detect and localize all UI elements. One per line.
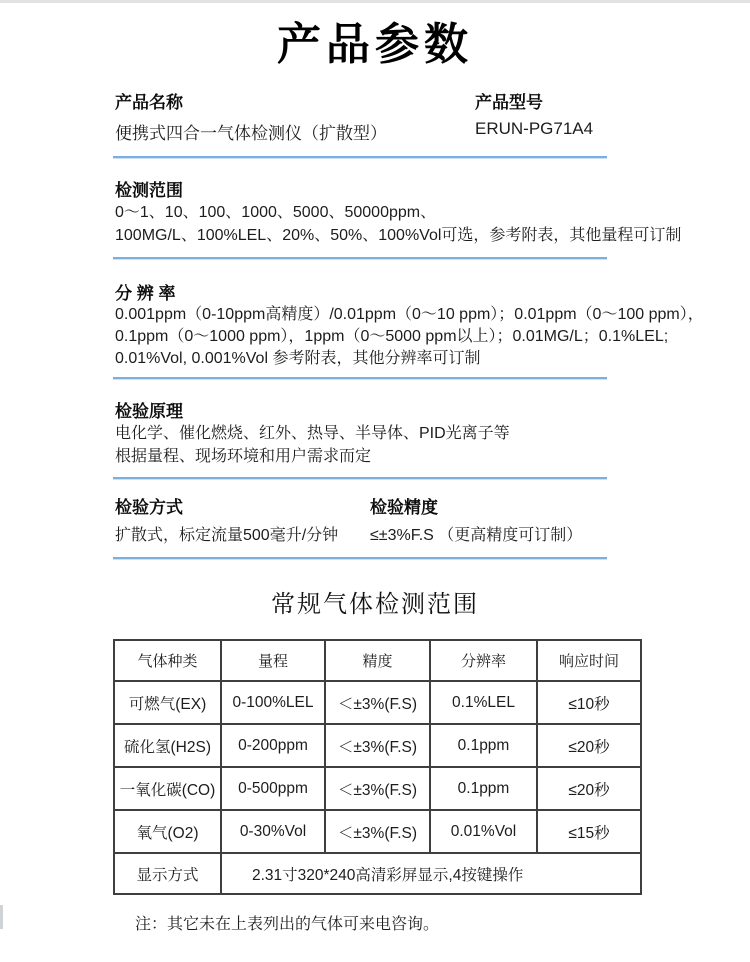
method-heading: 检验方式 (115, 498, 183, 517)
cell-resolution: 0.1ppm (430, 724, 537, 767)
resolution-line-1: 0.001ppm（0-10ppm高精度）/0.01ppm（0～10 ppm）；0.01ppm（0～100 ppm）， (115, 306, 704, 323)
product-model-value: ERUN-PG71A4 (475, 119, 594, 138)
table-row (114, 724, 641, 767)
principle-line-1: 电化学、催化燃烧、红外、热导、半导体、PID光离子等 (115, 425, 510, 442)
gas-spec-table (113, 639, 642, 895)
detection-range-line-1: 0～1、10、100、1000、5000、50000ppm、 (115, 204, 437, 221)
table-footer-row (114, 853, 641, 894)
detection-range-heading: 检测范围 (115, 181, 183, 200)
header-range: 量程 (221, 640, 325, 681)
cell-gas: 一氧化碳(CO) (114, 767, 221, 810)
resolution-body (115, 304, 704, 370)
cell-range: 0-100%LEL (221, 681, 325, 724)
table-row (114, 810, 641, 853)
cell-response: ≤10秒 (537, 681, 641, 724)
header-accuracy: 精度 (325, 640, 430, 681)
principle-line-2: 根据量程、现场环境和用户需求而定 (115, 448, 372, 465)
top-gray-strip (0, 0, 750, 3)
section-divider (113, 156, 607, 158)
table-row (114, 767, 641, 810)
section-divider (113, 377, 607, 379)
resolution-heading: 分 辨 率 (115, 284, 176, 303)
page-title: 产品参数 (277, 20, 473, 69)
method-value: 扩散式，标定流量500毫升/分钟 (115, 527, 339, 544)
cell-gas: 氧气(O2) (114, 810, 221, 853)
cell-response: ≤15秒 (537, 810, 641, 853)
accuracy-heading: 检验精度 (370, 498, 438, 517)
cell-accuracy: ＜±3%(F.S) (325, 810, 430, 853)
cell-response: ≤20秒 (537, 724, 641, 767)
resolution-line-2: 0.1ppm（0～1000 ppm），1ppm（0～5000 ppm以上）；0.01MG/L；0.1%LEL; (115, 328, 669, 345)
header-gas-type: 气体种类 (114, 640, 221, 681)
cell-range: 0-30%Vol (221, 810, 325, 853)
cell-gas: 可燃气(EX) (114, 681, 221, 724)
cell-resolution: 0.1%LEL (430, 681, 537, 724)
cell-accuracy: ＜±3%(F.S) (325, 681, 430, 724)
product-name-label: 产品名称 (115, 93, 183, 112)
left-edge-scan-mark (0, 905, 3, 929)
product-model-label: 产品型号 (475, 93, 543, 112)
footnote: 注：其它未在上表列出的气体可来电咨询。 (135, 916, 440, 933)
principle-heading: 检验原理 (115, 402, 183, 421)
cell-gas: 硫化氢(H2S) (114, 724, 221, 767)
cell-accuracy: ＜±3%(F.S) (325, 724, 430, 767)
display-mode-value: 2.31寸320*240高清彩屏显示,4按键操作 (221, 853, 641, 894)
table-row (114, 681, 641, 724)
cell-response: ≤20秒 (537, 767, 641, 810)
product-name-value: 便携式四合一气体检测仪（扩散型） (115, 124, 387, 143)
principle-body (115, 422, 510, 468)
section-divider (113, 557, 607, 559)
display-mode-label: 显示方式 (114, 853, 221, 894)
resolution-line-3: 0.01%Vol, 0.001%Vol 参考附表，其他分辨率可订制 (115, 350, 481, 367)
cell-resolution: 0.01%Vol (430, 810, 537, 853)
section-divider (113, 257, 607, 259)
cell-accuracy: ＜±3%(F.S) (325, 767, 430, 810)
header-response-time: 响应时间 (537, 640, 641, 681)
cell-range: 0-500ppm (221, 767, 325, 810)
section-divider (113, 477, 607, 479)
cell-range: 0-200ppm (221, 724, 325, 767)
detection-range-line-2: 100MG/L、100%LEL、20%、50%、100%Vol可选，参考附表，其他量程可订制 (115, 227, 682, 244)
detection-range-body (115, 201, 681, 247)
gas-table-title: 常规气体检测范围 (271, 591, 479, 618)
cell-resolution: 0.1ppm (430, 767, 537, 810)
accuracy-value: ≤±3%F.S （更高精度可订制） (370, 527, 583, 544)
table-header-row (114, 640, 641, 681)
header-resolution: 分辨率 (430, 640, 537, 681)
